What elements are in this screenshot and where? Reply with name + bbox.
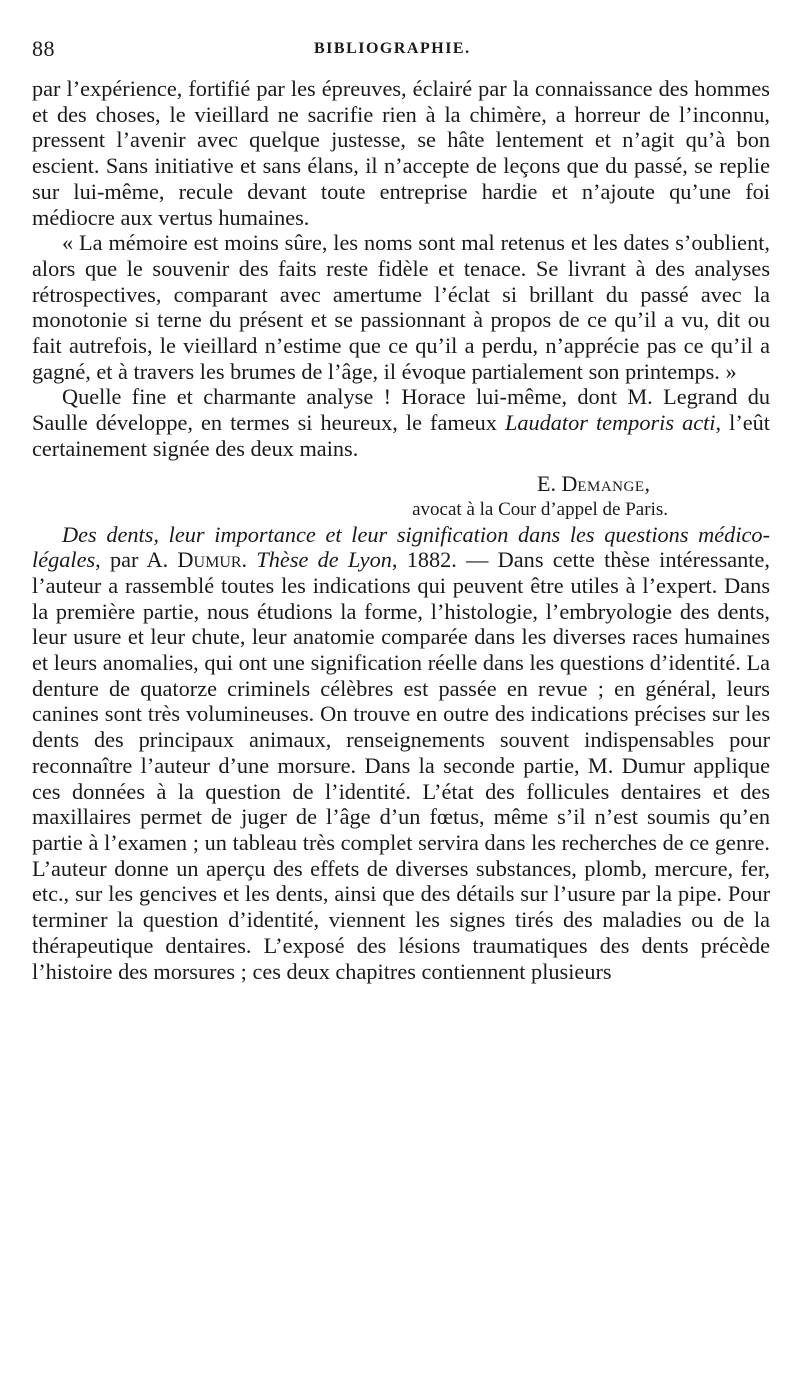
commentary-text-start: Quelle fine et charmante analyse ! Horace lui-même, dont M. Legrand du Saulle développe, en termes si heureux, le fameux — [32, 384, 770, 436]
review-dot: . — [241, 547, 257, 573]
paragraph-commentary — [32, 384, 770, 461]
signature-surname: emange — [577, 470, 645, 496]
signature-role: avocat à la Cour d’appel de Paris. — [412, 498, 668, 520]
review-author-initial: D — [177, 547, 194, 573]
review-entry — [32, 522, 770, 985]
review-body: Dans cette thèse intéressante, l’auteur a rassemblé toutes les indications qui peuvent être utiles à l’expert. Dans la première partie, nous étudions la forme, l’histologie, l’embryologie des dents, leur usure et leur chute, leur anatomie comparée dans les diverses races humaines et leurs anomalies, qui ont une signification réelle dans les questions d’identité. La denture de quatorze criminels célèbres est passée en revue ; en général, leurs canines sont très volumineuses. On trouve en outre des indications précises sur les dents des principaux animaux, renseignements souvent indispensables pour reconnaître l’auteur d’une morsure. Dans la seconde partie, M. Dumur applique ces données à la question de l’identité. L’état des follicules dentaires et des maxillaires permet de juger de l’âge d’un fœtus, même s’il n’est soumis qu’en partie à l’examen ; un tableau très complet servira dans les recherches de ce genre. L’auteur donne un aperçu des effets de diverses substances, plomb, mercure, fer, etc., sur les gencives et les dents, ainsi que des détails sur l’usure par la pipe. Pour terminer la question d’identité, viennent les signes tirés des maladies ou de la thérapeutique dentaires. L’exposé des lésions traumatiques des dents précède l’histoire des morsures ; ces deux chapitres contiennent plusieurs — [32, 547, 770, 984]
body-text — [32, 76, 770, 984]
review-author: umur — [193, 547, 242, 573]
signature-name — [32, 470, 650, 498]
page-number: 88 — [32, 36, 55, 61]
commentary-text-end: , l’eût certainement signée des deux mains. — [32, 410, 770, 461]
book-page — [0, 36, 800, 1377]
paragraph-quotation: « La mémoire est moins sûre, les noms sont mal retenus et les dates s’oublient, alors que le souvenir des faits reste fidèle et tenace. Se livrant à des analyses rétrospectives, comparant avec amertume l’éclat si brillant du passé avec la monotonie si terne du présent et se passionnant à propos de ce qu’il a vu, dit ou fait autrefois, le vieillard n’estime que ce qu’il a perdu, n’apprécie pas ce qu’il a gagné, et à travers les brumes de l’âge, il évoque partialement son printemps. » — [32, 230, 770, 384]
signature-comma: , — [644, 470, 650, 496]
signature-initial: E. D — [537, 470, 578, 496]
paragraph-continued: par l’expérience, fortifié par les épreuves, éclairé par la connaissance des hommes et des choses, le vieillard ne sacrifie rien à la chimère, a horreur de l’inconnu, pressent l’avenir avec quelque justesse, se hâte lentement et n’agit qu’à bon escient. Sans initiative et sans élans, il n’accepte de leçons que du passé, se replie sur lui-même, recule devant toute entreprise hardie et n’ajoute qu’une foi médiocre aux vertus humaines. — [32, 76, 770, 230]
latin-phrase: Laudator temporis acti — [504, 410, 716, 436]
review-thesis: Thèse de Lyon — [256, 547, 392, 573]
running-title: BIBLIOGRAPHIE. — [314, 40, 471, 57]
review-by: , par A. — [95, 547, 178, 573]
review-year: , 1882. — — [391, 547, 498, 573]
review-title: Des dents, leur importance et leur signification dans les questions médico-légales — [32, 521, 770, 573]
running-head — [32, 36, 770, 76]
